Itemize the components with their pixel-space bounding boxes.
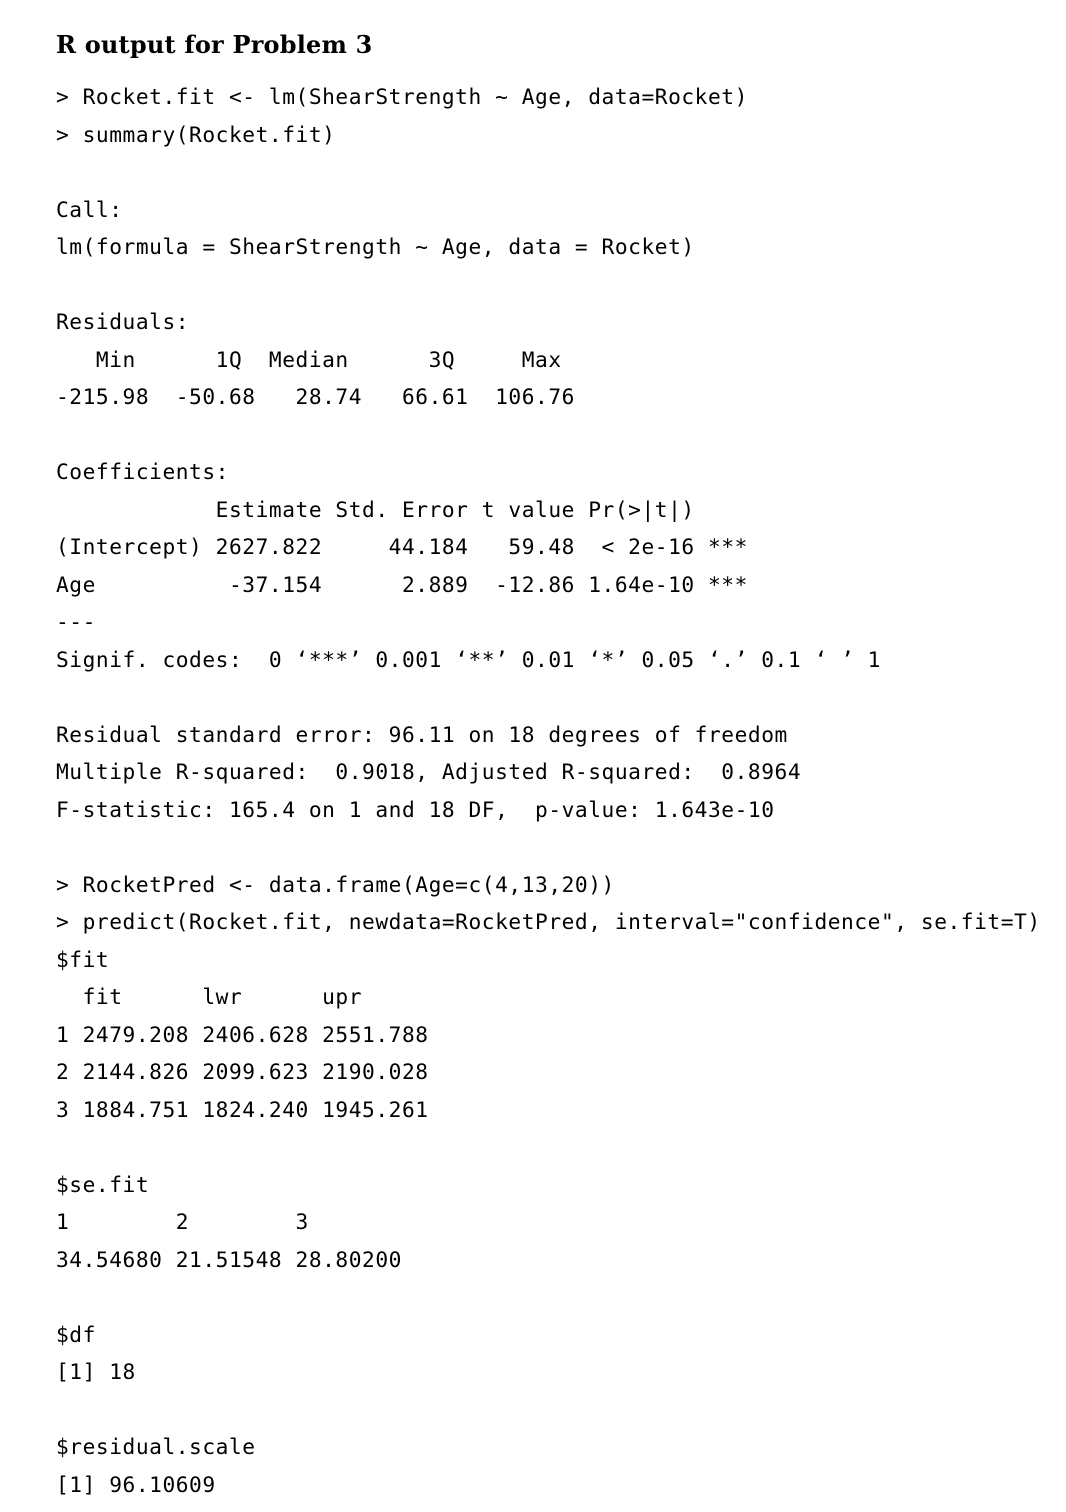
coefficient-row-age: Age -37.154 2.889 -12.86 1.64e-10 *** [56, 571, 748, 597]
console-output [56, 78, 1046, 1503]
r-output-document [56, 26, 1046, 1503]
coefficient-row-intercept: (Intercept) 2627.822 44.184 59.48 < 2e-16 *** [56, 534, 748, 559]
se-fit-section-header: $se.fit [56, 1171, 150, 1197]
residual-standard-error-line: Residual standard error: 96.11 on 18 degrees of freedom [56, 721, 788, 747]
command-line-summary: > summary(Rocket.fit) [56, 121, 336, 147]
blank-line [56, 1391, 1046, 1429]
blank-line [56, 266, 1046, 304]
fit-row-1: 1 2479.208 2406.628 2551.788 [56, 1021, 429, 1047]
fit-section-header: $fit [56, 946, 110, 972]
fit-column-labels: fit lwr upr [56, 984, 363, 1009]
blank-line [56, 678, 1046, 716]
f-statistic-line: F-statistic: 165.4 on 1 and 18 DF, p-value: 1.643e-10 [56, 796, 775, 822]
command-line-predict: > predict(Rocket.fit, newdata=RocketPred, interval="confidence", se.fit=T) [56, 909, 1041, 934]
residuals-values: -215.98 -50.68 28.74 66.61 106.76 [56, 384, 589, 409]
residual-scale-value: [1] 96.10609 [56, 1471, 216, 1497]
r-squared-line: Multiple R-squared: 0.9018, Adjusted R-squared: 0.8964 [56, 759, 815, 784]
fit-row-3: 3 1884.751 1824.240 1945.261 [56, 1096, 429, 1122]
signif-codes-line: Signif. codes: 0 ‘***’ 0.001 ‘**’ 0.01 ‘*’ 0.05 ‘.’ 0.1 ‘ ’ 1 [56, 646, 881, 672]
coefficients-column-labels: Estimate Std. Error t value Pr(>|t|) [56, 496, 748, 522]
command-line-fit-model: > Rocket.fit <- lm(ShearStrength ~ Age, data=Rocket) [56, 84, 748, 109]
command-line-new-data: > RocketPred <- data.frame(Age=c(4,13,20)) [56, 871, 615, 897]
page-title: R output for Problem 3 [56, 30, 373, 59]
se-fit-values: 34.54680 21.51548 28.80200 [56, 1246, 416, 1272]
residuals-header: Residuals: [56, 309, 190, 334]
blank-line [56, 1128, 1046, 1166]
blank-line [56, 1278, 1046, 1316]
call-header: Call: [56, 196, 123, 222]
df-value: [1] 18 [56, 1359, 136, 1384]
blank-line [56, 153, 1046, 191]
call-formula: lm(formula = ShearStrength ~ Age, data = Rocket) [56, 234, 695, 259]
blank-line [56, 828, 1046, 866]
blank-line [56, 416, 1046, 454]
separator-line: --- [56, 609, 96, 634]
se-fit-index-labels: 1 2 3 [56, 1209, 323, 1234]
df-section-header: $df [56, 1321, 96, 1347]
residuals-column-labels: Min 1Q Median 3Q Max [56, 346, 575, 372]
residual-scale-section-header: $residual.scale [56, 1434, 256, 1459]
fit-row-2: 2 2144.826 2099.623 2190.028 [56, 1059, 429, 1084]
coefficients-header: Coefficients: [56, 459, 229, 484]
